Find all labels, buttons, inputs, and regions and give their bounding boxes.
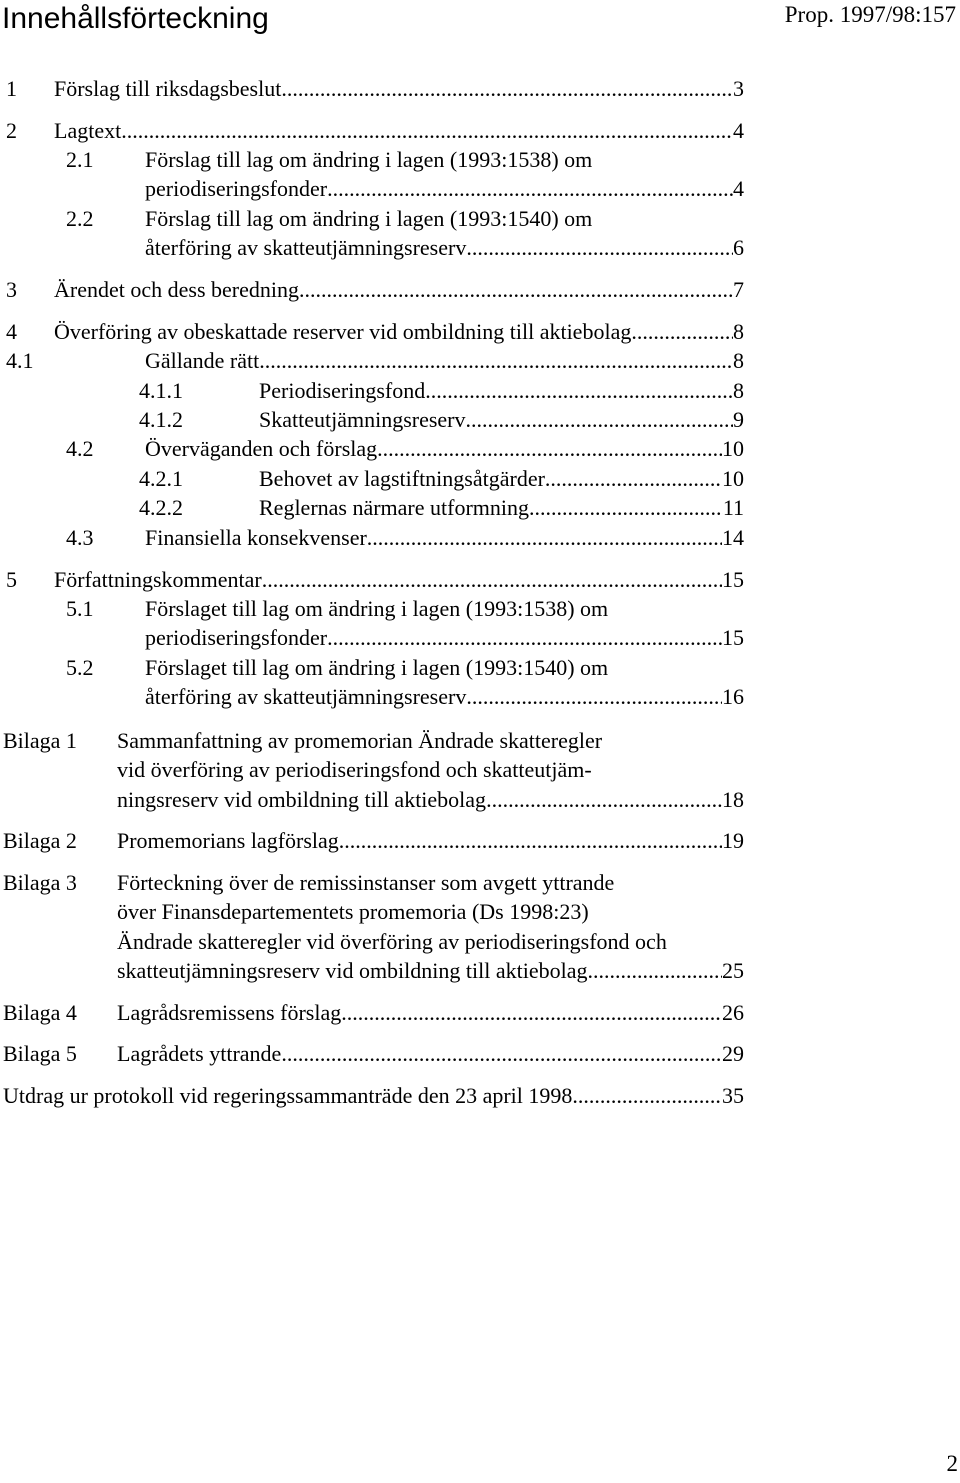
toc-appendix-label: Bilaga 2 [3,828,77,853]
toc-page-number: 8 [733,348,744,373]
toc-page-number: 25 [722,957,744,983]
toc-number: 4.1.1 [139,378,183,403]
toc-page-number: 19 [722,828,744,853]
dot-leader [425,376,733,405]
toc-line [259,464,744,493]
toc-page-number: 15 [722,625,744,651]
toc-title: Författningskommentar [54,567,262,592]
toc-page-number: 14 [722,525,744,550]
toc-title: skatteutjämningsreserv vid ombildning till aktiebolag [117,957,588,983]
dot-leader [121,116,733,145]
toc-line [259,405,744,434]
toc-number: 4.1 [6,348,34,373]
toc-line [259,493,744,522]
toc-line [117,785,744,814]
toc-title: återföring av skatteutjämningsreserv [145,235,467,261]
toc-number: 4.2 [66,436,94,461]
toc-page-number: 4 [733,118,744,143]
toc-page-number: 16 [722,684,744,710]
toc-line [117,755,744,784]
toc-line [145,174,744,203]
toc-title: Promemorians lagförslag [117,828,339,853]
toc-appendix-label: Bilaga 4 [3,1000,77,1025]
page-number: 2 [946,1451,958,1476]
toc-line [145,204,744,233]
toc-title: Förteckning över de remissinstanser som avgett yttrande [117,870,615,895]
toc-title: Behovet av lagstiftningsåtgärder [259,466,545,491]
dot-leader [466,682,722,711]
toc-title: Överväganden och förslag [145,436,378,461]
toc-title: periodiseringsfonder [145,625,328,651]
toc-title: Lagtext [54,118,122,143]
toc-page-number: 35 [722,1083,744,1108]
toc-title: Förslag till riksdagsbeslut [54,76,282,101]
toc-number: 2.1 [66,147,94,172]
dot-leader [529,493,723,522]
toc-appendix-label: Bilaga 3 [3,870,77,895]
toc-title: Sammanfattning av promemorian Ändrade skatteregler [117,728,603,753]
dot-leader [631,317,733,346]
toc-line [145,233,744,262]
toc-appendix-label: Bilaga 1 [3,728,77,753]
toc-line [117,826,744,855]
dot-leader [327,174,733,203]
dot-leader [466,233,733,262]
toc-number: 1 [6,76,17,101]
dot-leader [281,1039,722,1068]
toc-title: Förslag till lag om ändring i lagen (1993:1538) om [145,147,593,172]
dot-leader [339,826,722,855]
toc-title: vid överföring av periodiseringsfond och skatteutjäm- [117,757,592,783]
toc-title: återföring av skatteutjämningsreserv [145,684,467,710]
toc-page-number: 11 [722,495,744,520]
toc-title: ningsreserv vid ombildning till aktiebolag [117,786,487,812]
toc-line [117,1039,744,1068]
toc-title: Förslag till lag om ändring i lagen (1993:1540) om [145,206,593,231]
toc-title: Finansiella konsekvenser [145,525,367,550]
toc-title: Periodiseringsfond [259,378,426,403]
toc-number: 5 [6,567,17,592]
toc-line [54,275,744,304]
toc-title: periodiseringsfonder [145,176,328,202]
toc-page-number: 10 [722,436,744,461]
toc-line [145,594,744,623]
toc-page-number: 6 [733,235,744,261]
toc-number: 2.2 [66,206,94,231]
toc-title: Utdrag ur protokoll vid regeringssammanträde den 23 april 1998 [3,1083,573,1108]
toc-number: 4.2.2 [139,495,183,520]
toc-line [259,376,744,405]
toc-number: 4.2.1 [139,466,183,491]
toc-line [117,726,744,755]
toc-title: över Finansdepartementets promemoria (Ds 1998:23) [117,899,589,925]
toc-line [145,523,744,552]
toc-line [117,868,744,897]
toc-page-number: 18 [722,786,744,812]
toc-line [145,145,744,174]
toc-number: 5.2 [66,655,94,680]
dot-leader [327,623,722,652]
toc-page-number: 26 [722,1000,744,1025]
toc-line [117,897,744,926]
dot-leader [587,956,722,985]
dot-leader [341,998,722,1027]
dot-leader [367,523,722,552]
toc-title: Överföring av obeskattade reserver vid ombildning till aktiebolag [54,319,632,344]
toc-page-number: 7 [733,277,744,302]
toc-title: Förslaget till lag om ändring i lagen (1993:1540) om [145,655,609,680]
dot-leader [299,275,733,304]
dot-leader [572,1081,722,1110]
toc-title: Förslaget till lag om ändring i lagen (1993:1538) om [145,596,609,621]
dot-leader [486,785,722,814]
dot-leader [259,346,733,375]
dot-leader [466,405,733,434]
toc-line [3,1081,744,1110]
toc-line [117,927,744,956]
toc-title: Reglernas närmare utformning [259,495,530,520]
toc-page-number: 15 [722,567,744,592]
page-title: Innehållsförteckning [2,2,269,35]
toc-page-number: 10 [722,466,744,491]
toc-line [54,74,744,103]
toc-page-number: 8 [733,378,744,403]
dot-leader [262,565,722,594]
toc-title: Ändrade skatteregler vid överföring av periodiseringsfond och [117,928,667,954]
toc-number: 3 [6,277,17,302]
toc-number: 4.1.2 [139,407,183,432]
toc-line [145,682,744,711]
dot-leader [545,464,722,493]
toc-number: 5.1 [66,596,94,621]
proposition-number: Prop. 1997/98:157 [784,2,956,27]
toc-page-number: 8 [733,319,744,344]
toc-line [145,623,744,652]
toc-line [145,346,744,375]
toc-line [145,434,744,463]
dot-leader [281,74,733,103]
toc-number: 2 [6,118,17,143]
dot-leader [377,434,722,463]
toc-title: Gällande rätt [145,348,260,373]
toc-line [117,998,744,1027]
toc-page-number: 4 [733,176,744,202]
toc-title: Lagrådsremissens förslag [117,1000,342,1025]
toc-page-number: 9 [733,407,744,432]
toc-page-number: 3 [733,76,744,101]
toc-number: 4.3 [66,525,94,550]
toc-title: Lagrådets yttrande [117,1041,282,1066]
toc-line [54,317,744,346]
toc-line [54,565,744,594]
toc-line [54,116,744,145]
toc-title: Skatteutjämningsreserv [259,407,466,432]
toc-page-number: 29 [722,1041,744,1066]
toc-line [145,653,744,682]
toc-appendix-label: Bilaga 5 [3,1041,77,1066]
toc-number: 4 [6,319,17,344]
toc-line [117,956,744,985]
toc-title: Ärendet och dess beredning [54,277,299,302]
